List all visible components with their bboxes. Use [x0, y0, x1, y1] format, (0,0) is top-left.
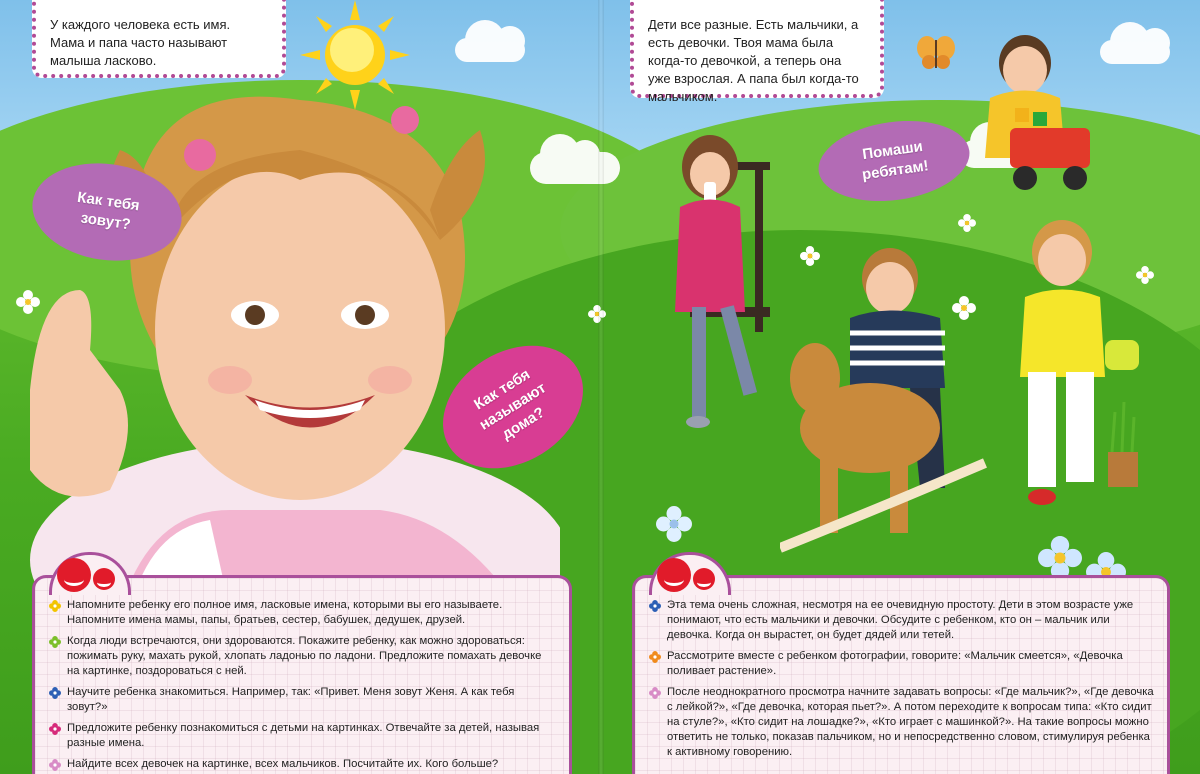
- tip-item: [649, 598, 1155, 643]
- flower-icon: [800, 246, 820, 266]
- flower-bullet-icon: [49, 687, 61, 699]
- girl-drinking-on-chair-photo: [660, 132, 790, 432]
- cloud: [1100, 40, 1170, 64]
- tip-text: Напомните ребенку его полное имя, ласковые имена, которыми вы его называете. Напомните имена мамы, папы, братьев, сестер, бабушек, дедушек, друзей.: [67, 599, 503, 626]
- flower-icon: [16, 290, 40, 314]
- right-intro-text: Дети все разные. Есть мальчики, а есть девочки. Твоя мама была когда-то девочкой, а теперь она уже взрослая. А папа был когда-то мальчиком.: [630, 0, 884, 98]
- flower-bullet-icon: [49, 636, 61, 648]
- left-intro-text: У каждого человека есть имя. Мама и папа часто называют малыша ласково.: [32, 0, 286, 78]
- cloud: [455, 38, 525, 62]
- smiley-icon: [57, 558, 91, 592]
- smiley-icon: [657, 558, 691, 592]
- tip-text: Эта тема очень сложная, несмотря на ее очевидную простоту. Дети в этом возрасте уже понимают, что есть мальчики и девочки. Обсудите с ребенком, кто он – мальчик или девочка. Когда он вырастет, он будет дядей или тетей.: [667, 599, 1134, 641]
- flower-bullet-icon: [49, 723, 61, 735]
- flower-icon: [1136, 266, 1154, 284]
- bubble-text: Как тебя зовут?: [76, 188, 141, 234]
- tip-text: Предложите ребенку познакомиться с детьми на картинках. Отвечайте за детей, называя разные имена.: [67, 722, 540, 749]
- tip-text: Найдите всех девочек на картинке, всех мальчиков. Посчитайте их. Кого больше?: [67, 758, 499, 770]
- tip-item: [49, 757, 557, 772]
- right-tips-panel: [632, 575, 1170, 774]
- flower-icon: [656, 506, 692, 542]
- page-fold: [598, 0, 604, 774]
- tip-text: Рассмотрите вместе с ребенком фотографии, говорите: «Мальчик смеется», «Девочка поливает растение».: [667, 650, 1123, 677]
- tip-text: Когда люди встречаются, они здороваются. Покажите ребенку, как можно здороваться: пожимать руку, махать рукой, хлопать ладонью по ладони. Предложите помахать девочке на картинке, поздороваться с ней.: [67, 635, 542, 677]
- boy-with-toy-truck-photo: [985, 28, 1095, 198]
- tip-item: [49, 721, 557, 751]
- flower-icon: [1038, 536, 1082, 580]
- butterfly-icon: [915, 34, 957, 70]
- smiley-icon: [93, 568, 115, 590]
- bubble-text: Помаши ребятам!: [860, 137, 930, 184]
- left-tips-panel: [32, 575, 572, 774]
- boy-on-rocking-horse-photo: [780, 238, 990, 568]
- tip-text: После неоднократного просмотра начните задавать вопросы: «Где мальчик?», «Где девочка с лейкой?», «Где девочка, которая пьет?». А потом переходите к вопросам типа: «Кто сидит на стуле?», «Кто сидит на лошадке?», «Кто играет с машинкой?». На такие вопросы можно ответить не только, показав пальчиком, но и непосредственно словом, стимулируя ребенка к активному говорению.: [667, 686, 1154, 758]
- tip-item: [649, 649, 1155, 679]
- flower-bullet-icon: [49, 600, 61, 612]
- tip-item: [649, 685, 1155, 760]
- flower-bullet-icon: [649, 651, 661, 663]
- tip-item: [49, 685, 557, 715]
- bubble-text: Как тебя называют дома?: [471, 365, 550, 444]
- tip-item: [49, 634, 557, 679]
- girl-with-watering-can-photo: [1000, 212, 1150, 512]
- tip-item: [49, 598, 557, 628]
- flower-bullet-icon: [649, 600, 661, 612]
- flower-icon: [958, 214, 976, 232]
- flower-bullet-icon: [49, 759, 61, 771]
- flower-bullet-icon: [649, 687, 661, 699]
- flower-icon: [952, 296, 976, 320]
- tip-text: Научите ребенка знакомиться. Например, так: «Привет. Меня зовут Женя. А как тебя зовут?»: [67, 686, 515, 713]
- smiley-icon: [693, 568, 715, 590]
